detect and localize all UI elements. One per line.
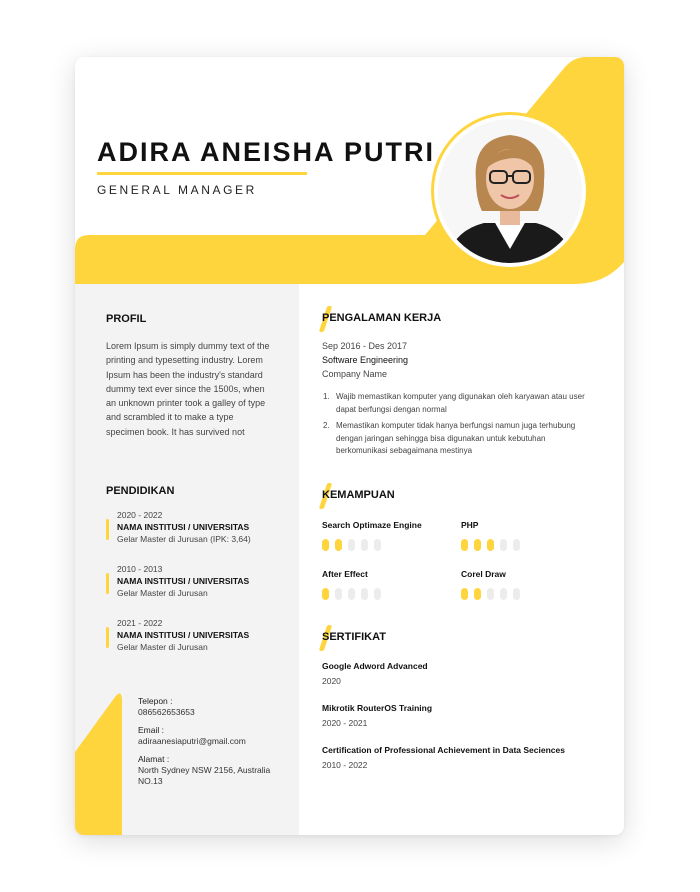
address-value: North Sydney NSW 2156, Australia NO.13 <box>138 765 271 786</box>
education-heading: PENDIDIKAN <box>106 485 175 497</box>
skill-rating <box>461 539 591 551</box>
contact-phone <box>138 696 288 718</box>
skill-item <box>322 520 452 551</box>
rating-dot-empty <box>374 539 381 551</box>
rating-dot-empty <box>513 539 520 551</box>
certificate-year: 2020 <box>322 676 341 686</box>
rating-dot-empty <box>500 539 507 551</box>
rating-dot-empty <box>348 539 355 551</box>
rating-dot-empty <box>335 588 342 600</box>
candidate-name: ADIRA ANEISHA PUTRI <box>97 137 436 167</box>
education-institution: NAMA INSTITUSI / UNIVERSITAS <box>117 522 250 532</box>
rating-dot-empty <box>374 588 381 600</box>
rating-dot-empty <box>513 588 520 600</box>
certificate-name: Google Adword Advanced <box>322 661 428 671</box>
skill-name: After Effect <box>322 569 368 579</box>
skill-name: Search Optimaze Engine <box>322 520 422 530</box>
education-marker <box>106 519 109 540</box>
rating-dot-filled <box>474 539 481 551</box>
rating-dot-empty <box>361 588 368 600</box>
certificate-year: 2010 - 2022 <box>322 760 368 770</box>
certificate-item <box>322 703 602 728</box>
rating-dot-filled <box>461 588 468 600</box>
profile-text: Lorem Ipsum is simply dummy text of the printing and typesetting industry. Lorem Ipsum has been the industry's standard dummy text ever since the 1500s, when an unknown printer took a galley of type and scrambled it to make a type specimen book. It has survived not <box>106 341 270 437</box>
certificate-item <box>322 661 602 686</box>
skill-rating <box>461 588 591 600</box>
rating-dot-filled <box>474 588 481 600</box>
education-institution: NAMA INSTITUSI / UNIVERSITAS <box>117 630 250 640</box>
skill-item <box>461 569 591 600</box>
contact-address <box>138 754 288 787</box>
phone-label: Telepon : <box>138 696 173 706</box>
skill-rating <box>322 539 452 551</box>
rating-dot-filled <box>487 539 494 551</box>
education-years: 2010 - 2013 <box>117 564 163 574</box>
experience-duties <box>322 391 594 462</box>
rating-dot-filled <box>322 539 329 551</box>
rating-dot-filled <box>461 539 468 551</box>
rating-dot-filled <box>322 588 329 600</box>
contact-email <box>138 725 288 747</box>
certificate-year: 2020 - 2021 <box>322 718 368 728</box>
education-years: 2020 - 2022 <box>117 510 163 520</box>
skill-rating <box>322 588 452 600</box>
education-years: 2021 - 2022 <box>117 618 163 628</box>
phone-value: 086562653653 <box>138 707 195 717</box>
rating-dot-empty <box>361 539 368 551</box>
profile-photo <box>438 119 582 263</box>
email-value: adiraanesiaputri@gmail.com <box>138 736 246 746</box>
education-institution: NAMA INSTITUSI / UNIVERSITAS <box>117 576 250 586</box>
experience-heading: PENGALAMAN KERJA <box>322 312 441 324</box>
job-title: GENERAL MANAGER <box>97 183 257 197</box>
duty-item: 1. Wajib memastikan komputer yang digunakan oleh karyawan atau user dapat berfungsi dengan normal <box>323 392 585 414</box>
certificate-item <box>322 745 602 770</box>
email-label: Email : <box>138 725 164 735</box>
education-degree: Gelar Master di Jurusan <box>117 588 208 598</box>
education-degree: Gelar Master di Jurusan (IPK: 3,64) <box>117 534 251 544</box>
address-label: Alamat : <box>138 754 170 764</box>
duty-item: 2. Memastikan komputer tidak hanya berfungsi namun juga terhubung dengan jaringan sehingga bisa digunakan untuk kebutuhan berkomunikasi sebagaimana mestinya <box>323 421 576 455</box>
skills-heading: KEMAMPUAN <box>322 489 395 501</box>
experience-date: Sep 2016 - Des 2017 <box>322 341 408 351</box>
education-degree: Gelar Master di Jurusan <box>117 642 208 652</box>
skill-name: Corel Draw <box>461 569 506 579</box>
certificate-name: Certification of Professional Achievement in Data Seciences <box>322 745 565 755</box>
resume-card <box>75 57 624 835</box>
skill-item <box>322 569 452 600</box>
rating-dot-empty <box>487 588 494 600</box>
rating-dot-empty <box>348 588 355 600</box>
skill-item <box>461 520 591 551</box>
rating-dot-filled <box>335 539 342 551</box>
name-underline <box>97 172 307 175</box>
experience-company: Company Name <box>322 369 388 379</box>
experience-role: Software Engineering <box>322 355 409 365</box>
profile-heading: PROFIL <box>106 313 147 325</box>
rating-dot-empty <box>500 588 507 600</box>
certificates-heading: SERTIFIKAT <box>322 631 386 643</box>
education-marker <box>106 627 109 648</box>
education-marker <box>106 573 109 594</box>
certificate-name: Mikrotik RouterOS Training <box>322 703 433 713</box>
skill-name: PHP <box>461 520 479 530</box>
